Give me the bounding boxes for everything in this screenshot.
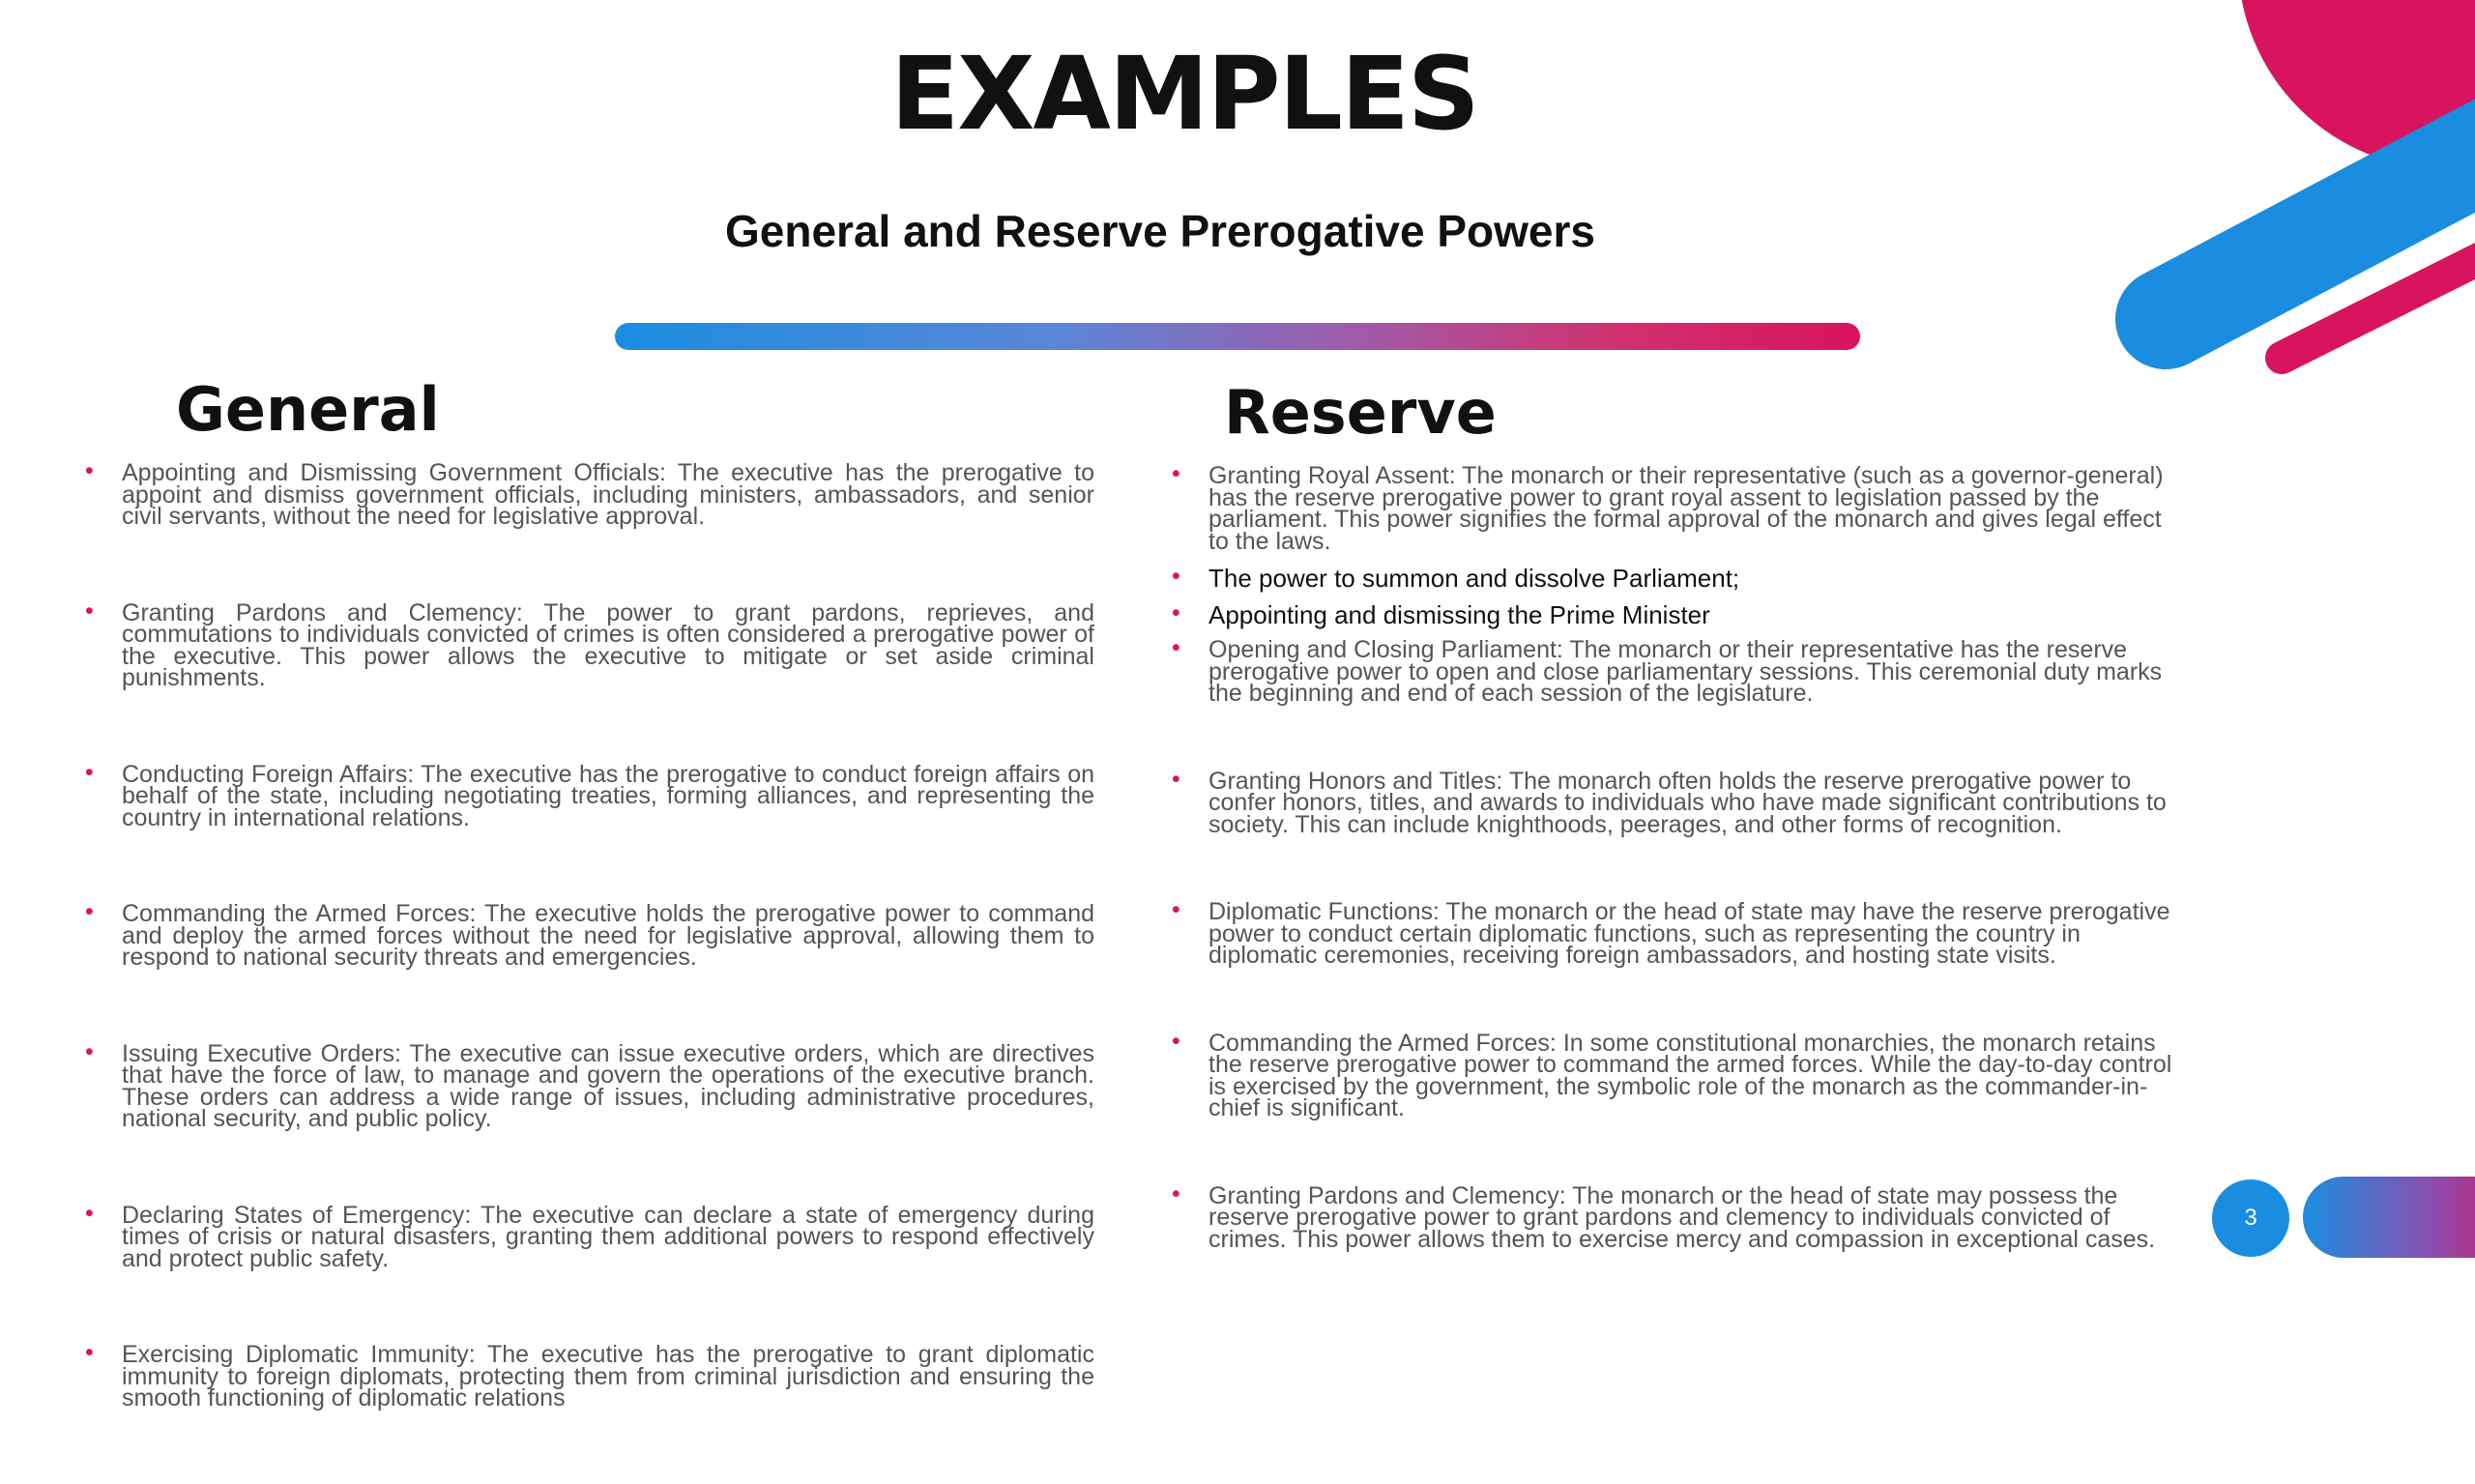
list-item-text: Appointing and Dismissing Government Officials: The executive has the prerogative to appoint and dismiss government officials, including ministers, ambassadors, and senior civil servants, without the need for legislative approval. xyxy=(122,459,1094,530)
list-item-text: Commanding the Armed Forces: In some constitutional monarchies, the monarch retains the reserve prerogative power to command the armed forces. While the day-to-day control is exercised by the government, the symbolic role of the monarch as the commander-in-chief is significant. xyxy=(1208,1029,2172,1121)
bullet-icon: • xyxy=(85,1199,94,1227)
list-item xyxy=(85,758,1094,831)
list-item xyxy=(1172,896,2175,969)
list-item xyxy=(85,597,1094,691)
bullet-icon: • xyxy=(85,898,94,925)
reserve-powers-list xyxy=(1172,460,2175,1277)
list-item-text: Opening and Closing Parliament: The monarch or their representative has the reserve prerogative power to open and close parliamentary sessions. This ceremonial duty marks the beginning and end of each session of the legislature. xyxy=(1208,636,2163,707)
list-item xyxy=(85,898,1094,971)
bullet-icon: • xyxy=(1172,460,1180,487)
list-item xyxy=(1172,599,2175,629)
list-item xyxy=(85,1339,1094,1411)
list-item xyxy=(1172,460,2175,555)
list-item xyxy=(1172,1179,2175,1253)
list-item-text: Commanding the Armed Forces: The executive holds the prerogative power to command and deploy the armed forces without the need for legislative approval, allowing them to respond to national security threats and emergencies. xyxy=(122,900,1094,971)
reserve-column-heading: Reserve xyxy=(1224,377,1497,448)
list-item xyxy=(1172,563,2175,593)
list-item xyxy=(1172,765,2175,838)
list-item-text: Appointing and dismissing the Prime Minister xyxy=(1208,600,1710,629)
pink-stripe-decoration xyxy=(2282,242,2475,358)
list-item-text: Granting Pardons and Clemency: The monarch or the head of state may possess the reserve prerogative power to grant pardons and clemency to individuals convicted of crimes. This power allows them to exercise mercy and compassion in exceptional cases. xyxy=(1208,1181,2156,1253)
list-item-text: Diplomatic Functions: The monarch or the head of state may have the reserve prerogative power to conduct certain diplomatic functions, such as representing the country in diplomatic ceremonies, receiving foreign ambassadors, and hosting state visits. xyxy=(1208,898,2170,969)
bullet-icon: • xyxy=(1172,896,1180,923)
list-item-text: Issuing Executive Orders: The executive can issue executive orders, which are directives that have the force of law, to manage and govern the operations of the executive branch. These orders can address a wide range of issues, including administrative procedures, national security, and public policy. xyxy=(122,1039,1094,1132)
list-item-text: Granting Royal Assent: The monarch or their representative (such as a governor-general) has the reserve prerogative power to grant royal assent to legislation passed by the parliament. This power signifies the formal approval of the monarch and gives legal effect to the laws. xyxy=(1208,462,2164,555)
bullet-icon: • xyxy=(85,597,94,625)
list-item-text: Granting Honors and Titles: The monarch often holds the reserve prerogative power to confer honors, titles, and awards to individuals who have made significant contributions to society. This can include knighthoods, peerages, and other forms of recognition. xyxy=(1208,767,2167,838)
bullet-icon: • xyxy=(1172,599,1180,626)
list-item xyxy=(1172,634,2175,707)
bullet-icon: • xyxy=(85,457,94,484)
list-item-text: The power to summon and dissolve Parliament; xyxy=(1208,564,1740,593)
bullet-icon: • xyxy=(85,1339,94,1366)
decorative-pill-bottom-right xyxy=(2303,1177,2475,1258)
slide-subtitle: General and Reserve Prerogative Powers xyxy=(725,206,1595,256)
gradient-divider xyxy=(615,323,1860,350)
bullet-icon: • xyxy=(1172,1179,1180,1208)
bullet-icon: • xyxy=(85,1037,94,1065)
slide-title: EXAMPLES xyxy=(890,35,1478,153)
bullet-icon: • xyxy=(1172,765,1180,793)
list-item xyxy=(85,1199,1094,1272)
bullet-icon: • xyxy=(85,758,94,786)
list-item xyxy=(85,457,1094,530)
bullet-icon: • xyxy=(1172,563,1180,590)
list-item-text: Exercising Diplomatic Immunity: The executive has the prerogative to grant diplomatic immunity to foreign diplomats, protecting them from criminal jurisdiction and ensuring the smooth functioning of diplomatic relations xyxy=(122,1341,1094,1411)
list-item-text: Conducting Foreign Affairs: The executive has the prerogative to conduct foreign affairs on behalf of the state, including negotiating treaties, forming alliances, and representing the country in international relations. xyxy=(122,760,1094,831)
list-item-text: Declaring States of Emergency: The executive can declare a state of emergency during times of crisis or natural disasters, granting them additional powers to respond effectively and protect public safety. xyxy=(122,1201,1094,1272)
list-item xyxy=(1172,1027,2175,1121)
list-item xyxy=(85,1037,1094,1132)
general-powers-list xyxy=(85,457,1094,1484)
list-item-text: Granting Pardons and Clemency: The power to grant pardons, reprieves, and commutations to individuals convicted of crimes is often considered a prerogative power of the executive. This power allows the executive to mitigate or set aside criminal punishments. xyxy=(122,598,1094,691)
general-column-heading: General xyxy=(176,374,440,445)
bullet-icon: • xyxy=(1172,634,1180,661)
bullet-icon: • xyxy=(1172,1027,1180,1055)
page-number-badge: 3 xyxy=(2212,1179,2289,1257)
